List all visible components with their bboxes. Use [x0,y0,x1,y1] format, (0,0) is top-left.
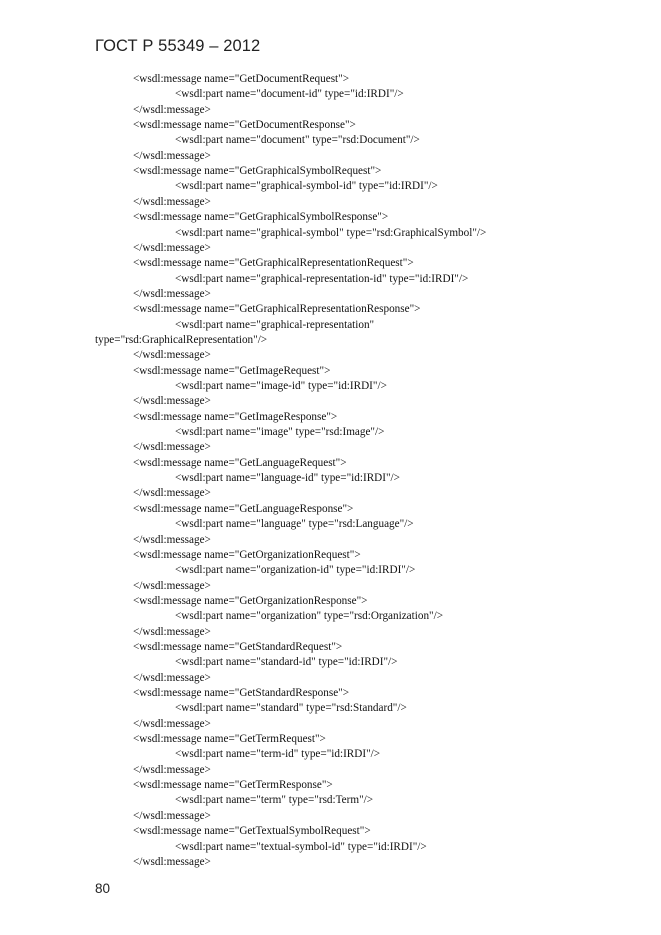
code-line: <wsdl:part name="graphical-representation" [175,318,375,331]
code-line: <wsdl:message name="GetLanguageResponse"> [133,502,354,515]
code-line: <wsdl:part name="graphical-symbol" type="rsd:GraphicalSymbol"/> [175,226,487,239]
code-line: type="rsd:GraphicalRepresentation"/> [95,333,268,346]
code-line: <wsdl:part name="graphical-representation-id" type="id:IRDI"/> [175,272,469,285]
code-line: </wsdl:message> [133,809,211,822]
code-line: </wsdl:message> [133,241,211,254]
page-number: 80 [95,881,111,896]
code-line: </wsdl:message> [133,103,211,116]
code-line: <wsdl:message name="GetDocumentResponse"> [133,119,356,132]
page-header-title: ГОСТ Р 55349 – 2012 [95,37,261,55]
code-line: <wsdl:message name="GetGraphicalSymbolResponse"> [133,211,389,224]
code-line: <wsdl:part name="organization" type="rsd:Organization"/> [175,610,444,623]
code-line: </wsdl:message> [133,195,211,208]
code-line: <wsdl:part name="document" type="rsd:Document"/> [175,134,420,147]
code-line: <wsdl:part name="document-id" type="id:IRDI"/> [175,88,404,101]
code-line: <wsdl:message name="GetLanguageRequest"> [133,456,347,469]
code-line: <wsdl:part name="textual-symbol-id" type="id:IRDI"/> [175,840,427,853]
code-line: <wsdl:message name="GetImageRequest"> [133,364,331,377]
code-line: </wsdl:message> [133,287,211,300]
code-line: </wsdl:message> [133,671,211,684]
code-line: <wsdl:part name="graphical-symbol-id" type="id:IRDI"/> [175,180,438,193]
code-line: </wsdl:message> [133,149,211,162]
code-line: <wsdl:message name="GetDocumentRequest"> [133,73,350,85]
code-line: <wsdl:message name="GetTextualSymbolRequest"> [133,825,371,838]
code-line: </wsdl:message> [133,395,211,408]
code-line: <wsdl:message name="GetOrganizationRequest"> [133,548,361,561]
code-line: <wsdl:message name="GetTermRequest"> [133,733,326,746]
code-line: </wsdl:message> [133,625,211,638]
code-line: </wsdl:message> [133,533,211,546]
code-line: <wsdl:message name="GetGraphicalSymbolRequest"> [133,165,382,178]
code-line: <wsdl:part name="term" type="rsd:Term"/> [175,794,374,807]
code-line: <wsdl:message name="GetStandardRequest"> [133,640,343,653]
code-line: <wsdl:message name="GetGraphicalRepresentationRequest"> [133,257,414,270]
code-line: </wsdl:message> [133,763,211,776]
code-line: <wsdl:part name="language-id" type="id:IRDI"/> [175,472,400,485]
code-line: </wsdl:message> [133,441,211,454]
code-line: <wsdl:part name="language" type="rsd:Language"/> [175,518,414,531]
code-line: </wsdl:message> [133,349,211,362]
code-line: </wsdl:message> [133,487,211,500]
code-line: </wsdl:message> [133,579,211,592]
code-line: </wsdl:message> [133,717,211,730]
code-line: <wsdl:message name="GetGraphicalRepresentationResponse"> [133,303,421,316]
code-line: <wsdl:part name="image-id" type="id:IRDI"/> [175,380,387,392]
code-line: <wsdl:part name="standard" type="rsd:Standard"/> [175,702,407,715]
code-line: <wsdl:part name="term-id" type="id:IRDI"/> [175,748,381,761]
code-line: <wsdl:message name="GetOrganizationResponse"> [133,594,368,607]
code-line: </wsdl:message> [133,855,211,868]
code-line: <wsdl:part name="organization-id" type="id:IRDI"/> [175,564,416,577]
code-line: <wsdl:message name="GetStandardResponse"> [133,687,350,699]
code-line: <wsdl:part name="standard-id" type="id:IRDI"/> [175,656,398,669]
code-line: <wsdl:part name="image" type="rsd:Image"/> [175,426,385,439]
code-line: <wsdl:message name="GetImageResponse"> [133,410,338,423]
code-line: <wsdl:message name="GetTermResponse"> [133,779,333,792]
